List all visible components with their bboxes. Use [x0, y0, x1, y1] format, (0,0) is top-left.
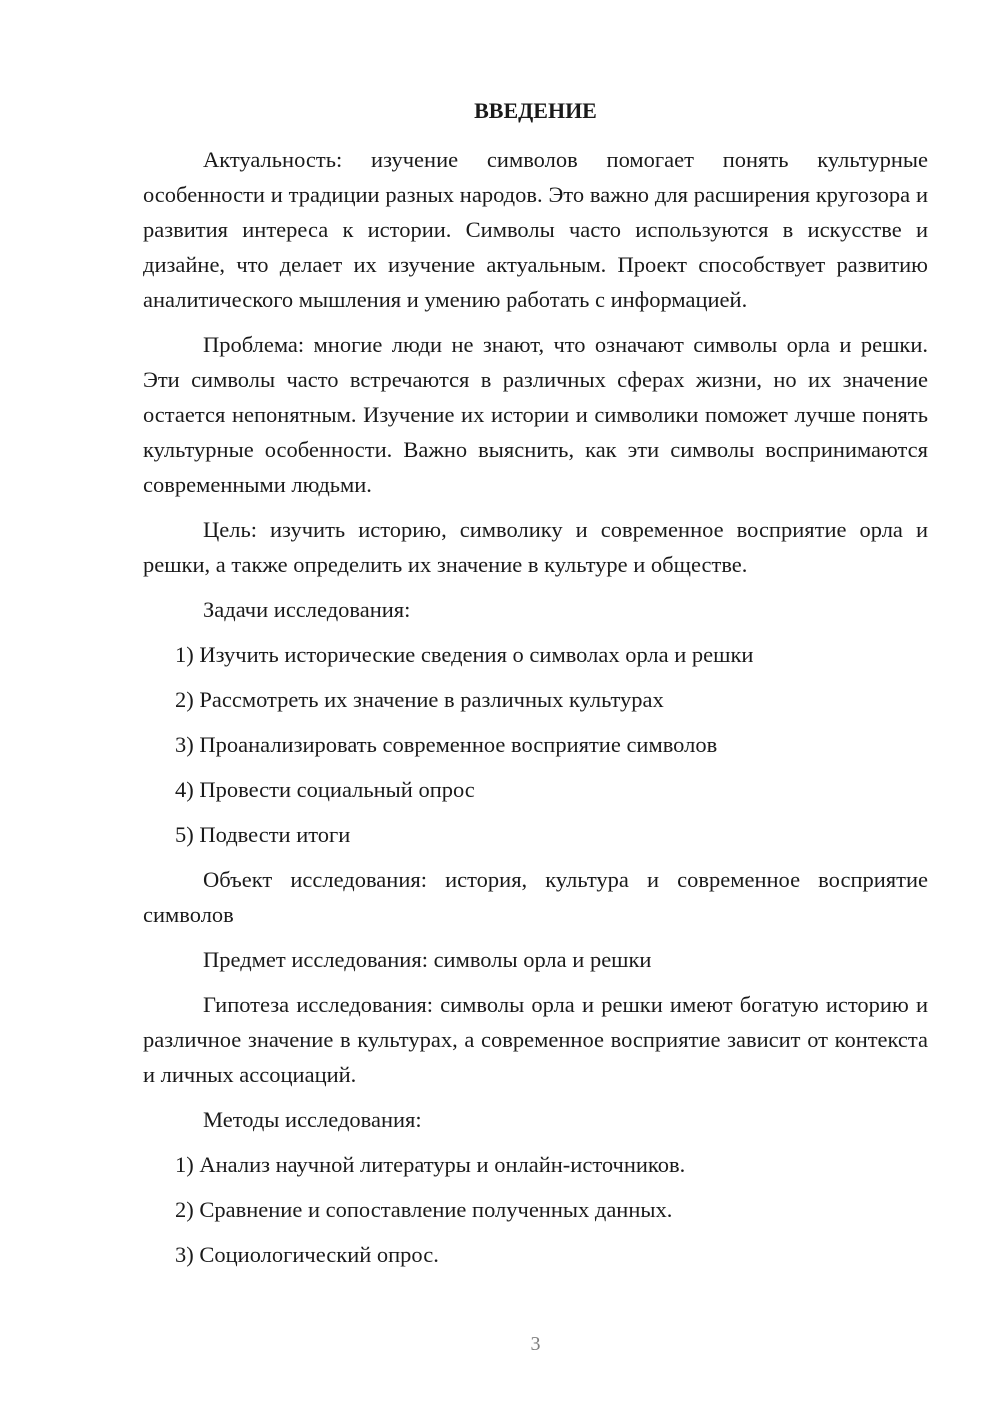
problem-paragraph: Проблема: многие люди не знают, что означают символы орла и решки. Эти символы часто встречаются в различных сферах жизни, но их значение остается непонятным. Изучение их истории и символики поможет лучше понять культурные особенности. Важно выяснить, как эти символы воспринимаются современными людьми.: [143, 332, 928, 497]
page-number: 3: [530, 1333, 541, 1355]
object-paragraph: Объект исследования: история, культура и современное восприятие символов: [143, 867, 928, 927]
document-page: [143, 0, 928, 1414]
task-item: 2) Рассмотреть их значение в различных культурах: [175, 687, 664, 712]
task-item: 3) Проанализировать современное восприятие символов: [175, 732, 718, 757]
task-item: 1) Изучить исторические сведения о символах орла и решки: [175, 642, 754, 667]
methods-heading: Методы исследования:: [203, 1107, 422, 1132]
goal-paragraph: Цель: изучить историю, символику и современное восприятие орла и решки, а также определить их значение в культуре и обществе.: [143, 517, 928, 577]
relevance-paragraph: Актуальность: изучение символов помогает понять культурные особенности и традиции разных народов. Это важно для расширения кругозора и развития интереса к истории. Символы часто используются в искусстве и дизайне, что делает их изучение актуальным. Проект способствует развитию аналитического мышления и умению работать с информацией.: [143, 147, 928, 312]
tasks-list: [143, 637, 928, 852]
method-item: 3) Социологический опрос.: [175, 1242, 439, 1267]
hypothesis-paragraph: Гипотеза исследования: символы орла и решки имеют богатую историю и различное значение в культурах, а современное восприятие зависит от контекста и личных ассоциаций.: [143, 992, 928, 1087]
section-heading: ВВЕДЕНИЕ: [474, 98, 597, 123]
method-item: 2) Сравнение и сопоставление полученных данных.: [175, 1197, 673, 1222]
methods-list: [143, 1147, 928, 1272]
document-body: [143, 142, 928, 1282]
task-item: 5) Подвести итоги: [175, 822, 351, 847]
method-item: 1) Анализ научной литературы и онлайн-источников.: [175, 1152, 686, 1177]
task-item: 4) Провести социальный опрос: [175, 777, 475, 802]
tasks-heading: Задачи исследования:: [203, 597, 411, 622]
subject-paragraph: Предмет исследования: символы орла и решки: [203, 947, 652, 972]
